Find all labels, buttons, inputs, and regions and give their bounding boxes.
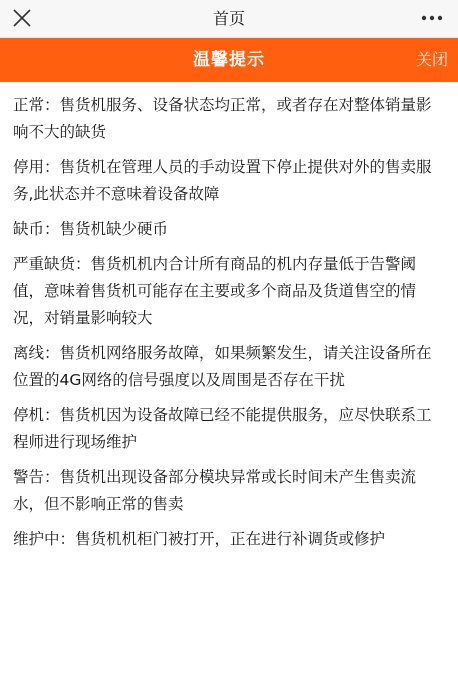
tip-item-shutdown: 停机：售货机因为设备故障已经不能提供服务，应尽快联系工程师进行现场维护 xyxy=(13,406,432,451)
page-title: 首页 xyxy=(212,9,245,28)
tip-item-warning: 警告：售货机出现设备部分模块异常或长时间未产生售卖流水，但不影响正常的售卖 xyxy=(13,468,417,513)
tips-header xyxy=(0,38,458,82)
tip-item-maintenance: 维护中：售货机机柜门被打开，正在进行补调货或修护 xyxy=(13,530,386,548)
tips-title: 温馨提示 xyxy=(193,50,265,70)
tip-item-severe-stockout: 严重缺货：售货机机内合计所有商品的机内存量低于告警阈值，意味着售货机可能存在主要或多个商品及货道售空的情况，对销量影响较大 xyxy=(13,255,417,327)
tips-close-button[interactable]: 关闭 xyxy=(415,50,448,69)
more-dots-icon[interactable] xyxy=(418,9,446,27)
top-nav-bar xyxy=(0,0,458,38)
tip-item-coin-shortage: 缺币：售货机缺少硬币 xyxy=(13,220,169,238)
tip-item-disabled: 停用：售货机在管理人员的手动设置下停止提供对外的售卖服务,此状态并不意味着设备故障 xyxy=(13,158,432,203)
tips-content xyxy=(0,82,458,553)
tip-item-normal: 正常：售货机服务、设备状态均正常，或者存在对整体销量影响不大的缺货 xyxy=(13,96,432,141)
tip-item-offline: 离线：售货机网络服务故障，如果频繁发生，请关注设备所在位置的4G网络的信号强度以及周围是否存在干扰 xyxy=(13,344,432,389)
